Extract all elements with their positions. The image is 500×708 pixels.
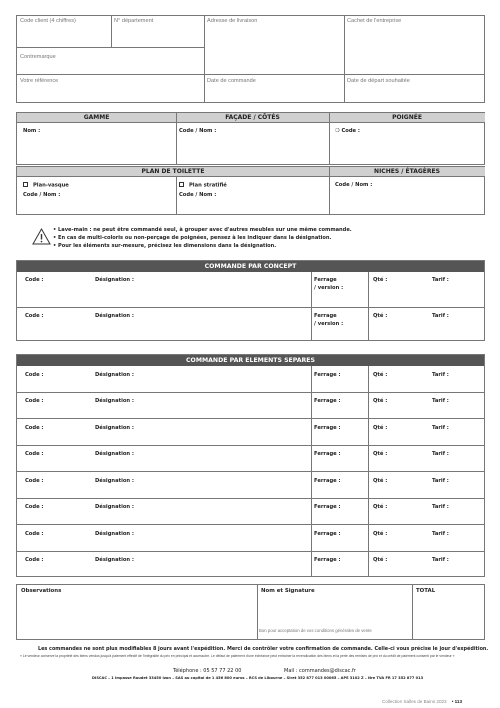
separes-code-field[interactable]: Code : [25,451,44,457]
concept-table [16,260,485,341]
delivery-address-field[interactable]: Adresse de livraison [207,18,258,24]
separes-ferrage-field[interactable]: Ferrage : [314,425,341,431]
mail-address[interactable]: Mail : commandes@discac.fr [284,668,356,674]
page-number: • 113 [451,699,462,704]
gamme-nom-field[interactable]: Nom : [23,128,41,134]
plan-header: PLAN DE TOILETTE [17,167,329,177]
page-footer [382,688,462,707]
concept-tarif-field[interactable]: Tarif : [432,277,449,283]
concept-qte-field[interactable]: Qté : [373,277,388,283]
counter-mark-field[interactable]: Contremarque [20,54,56,60]
separes-ferrage-field[interactable]: Ferrage : [314,372,341,378]
separes-qte-field[interactable]: Qté : [373,478,388,484]
separes-designation-field[interactable]: Désignation : [95,451,134,457]
your-reference-field[interactable]: Votre référence [20,78,59,84]
gamme-header: GAMME [17,113,176,123]
concept-version-field[interactable]: / version : [314,285,344,291]
company-stamp-field[interactable]: Cachet de l'entreprise [347,18,402,24]
plan-vasque-code-field[interactable]: Code / Nom : [23,192,61,198]
plan-table [16,166,485,215]
separes-code-field[interactable]: Code : [25,557,44,563]
separes-tarif-field[interactable]: Tarif : [432,478,449,484]
separes-designation-field[interactable]: Désignation : [95,504,134,510]
checkbox-icon[interactable] [179,182,184,187]
concept-title: COMMANDE PAR CONCEPT [17,261,484,272]
concept-designation-field[interactable]: Désignation : [95,313,134,319]
plan-stratifie-option[interactable]: Plan stratifié [179,182,227,189]
separes-designation-field[interactable]: Désignation : [95,425,134,431]
separes-designation-field[interactable]: Désignation : [95,531,134,537]
signature-field[interactable]: Nom et Signature [261,588,315,594]
concept-designation-field[interactable]: Désignation : [95,277,134,283]
separes-tarif-field[interactable]: Tarif : [432,398,449,404]
separes-qte-field[interactable]: Qté : [373,398,388,404]
acceptance-note: Bon pour acceptation de vos conditions générales de vente [259,628,372,633]
niches-code-field[interactable]: Code / Nom : [335,182,373,188]
gamme-table [16,112,485,165]
separes-tarif-field[interactable]: Tarif : [432,372,449,378]
separes-qte-field[interactable]: Qté : [373,451,388,457]
concept-code-field[interactable]: Code : [25,313,44,319]
client-code-field[interactable]: Code client (4 chiffres) [20,18,76,24]
bottom-table [16,584,485,640]
radio-icon[interactable]: ❍ [335,128,340,134]
separes-tarif-field[interactable]: Tarif : [432,557,449,563]
poignee-code-field[interactable]: ❍ Code : [335,128,360,134]
separes-tarif-field[interactable]: Tarif : [432,451,449,457]
concept-qte-field[interactable]: Qté : [373,313,388,319]
separes-code-field[interactable]: Code : [25,372,44,378]
separes-code-field[interactable]: Code : [25,425,44,431]
legal-notice: « Le vendeur conserve la propriété des biens vendus jusqu'à paiement effectif de l'intégralité du prix en principal et accessoire. Le défaut de paiement d'une échéance peut entraîner la revendication des biens et la perte des remises de prix et du crédit de paiement consenti par le vendeur » [20,654,455,658]
concept-tarif-field[interactable]: Tarif : [432,313,449,319]
warning-box [16,224,485,252]
concept-ferrage-field[interactable]: Ferrage [314,313,337,319]
separes-ferrage-field[interactable]: Ferrage : [314,557,341,563]
header-info-box [16,15,485,103]
separes-tarif-field[interactable]: Tarif : [432,425,449,431]
separes-designation-field[interactable]: Désignation : [95,398,134,404]
separes-qte-field[interactable]: Qté : [373,504,388,510]
separes-code-field[interactable]: Code : [25,398,44,404]
separes-qte-field[interactable]: Qté : [373,425,388,431]
warning-triangle-icon [32,228,51,245]
separes-code-field[interactable]: Code : [25,504,44,510]
company-info: DISCAC – 1 impasse Roudet 33450 Izon – SAS au capital de 1 456 800 euros – RCS de Libourne – Siret 352 877 013 00065 – APE 3102 Z – Nre TVA FR 17 352 877 013 [92,676,424,680]
order-date-field[interactable]: Date de commande [207,78,256,84]
separes-qte-field[interactable]: Qté : [373,372,388,378]
modification-notice: Les commandes ne sont plus modifiables 8 jours avant l'expédition. Merci de contrôler votre confirmation de commande. Celle-ci vous précise le jour d'expédition. [38,646,489,652]
poignee-header: POIGNÉE [329,113,485,123]
separes-ferrage-field[interactable]: Ferrage : [314,504,341,510]
separes-table [16,354,485,577]
separes-tarif-field[interactable]: Tarif : [432,504,449,510]
separes-ferrage-field[interactable]: Ferrage : [314,478,341,484]
collection-name: Collection Salles de Bains 2023 [382,699,447,704]
separes-title: COMMANDE PAR ELEMENTS SEPARES [17,355,484,366]
checkbox-icon[interactable] [23,182,28,187]
warning-line-1: • Lave-main : ne peut être commandé seul, à grouper avec d'autres meubles sur une même commande. [53,227,352,233]
concept-version-field[interactable]: / version : [314,321,344,327]
separes-ferrage-field[interactable]: Ferrage : [314,398,341,404]
total-field[interactable]: TOTAL [416,588,436,594]
concept-ferrage-field[interactable]: Ferrage [314,277,337,283]
warning-line-3: • Pour les éléments sur-mesure, précisez les dimensions dans la désignation. [53,243,277,249]
separes-ferrage-field[interactable]: Ferrage : [314,451,341,457]
separes-qte-field[interactable]: Qté : [373,531,388,537]
phone-number: Téléphone : 05 57 77 22 00 [173,668,242,674]
separes-designation-field[interactable]: Désignation : [95,372,134,378]
separes-code-field[interactable]: Code : [25,531,44,537]
facade-header: FAÇADE / CÔTÉS [176,113,329,123]
observations-field[interactable]: Observations [21,588,62,594]
concept-code-field[interactable]: Code : [25,277,44,283]
separes-code-field[interactable]: Code : [25,478,44,484]
separes-qte-field[interactable]: Qté : [373,557,388,563]
facade-code-nom-field[interactable]: Code / Nom : [179,128,217,134]
plan-vasque-option[interactable]: Plan-vasque [23,182,69,189]
separes-ferrage-field[interactable]: Ferrage : [314,531,341,537]
separes-designation-field[interactable]: Désignation : [95,478,134,484]
departure-date-field[interactable]: Date de départ souhaitée [347,78,410,84]
separes-designation-field[interactable]: Désignation : [95,557,134,563]
plan-stratifie-code-field[interactable]: Code / Nom : [179,192,217,198]
niches-header: NICHES / ÉTAGÈRES [329,167,485,177]
separes-tarif-field[interactable]: Tarif : [432,531,449,537]
department-field[interactable]: N° département [114,18,154,24]
warning-line-2: • En cas de multi-coloris ou non-perçage de poignées, pensez à les indiquer dans la désignation. [53,235,332,241]
